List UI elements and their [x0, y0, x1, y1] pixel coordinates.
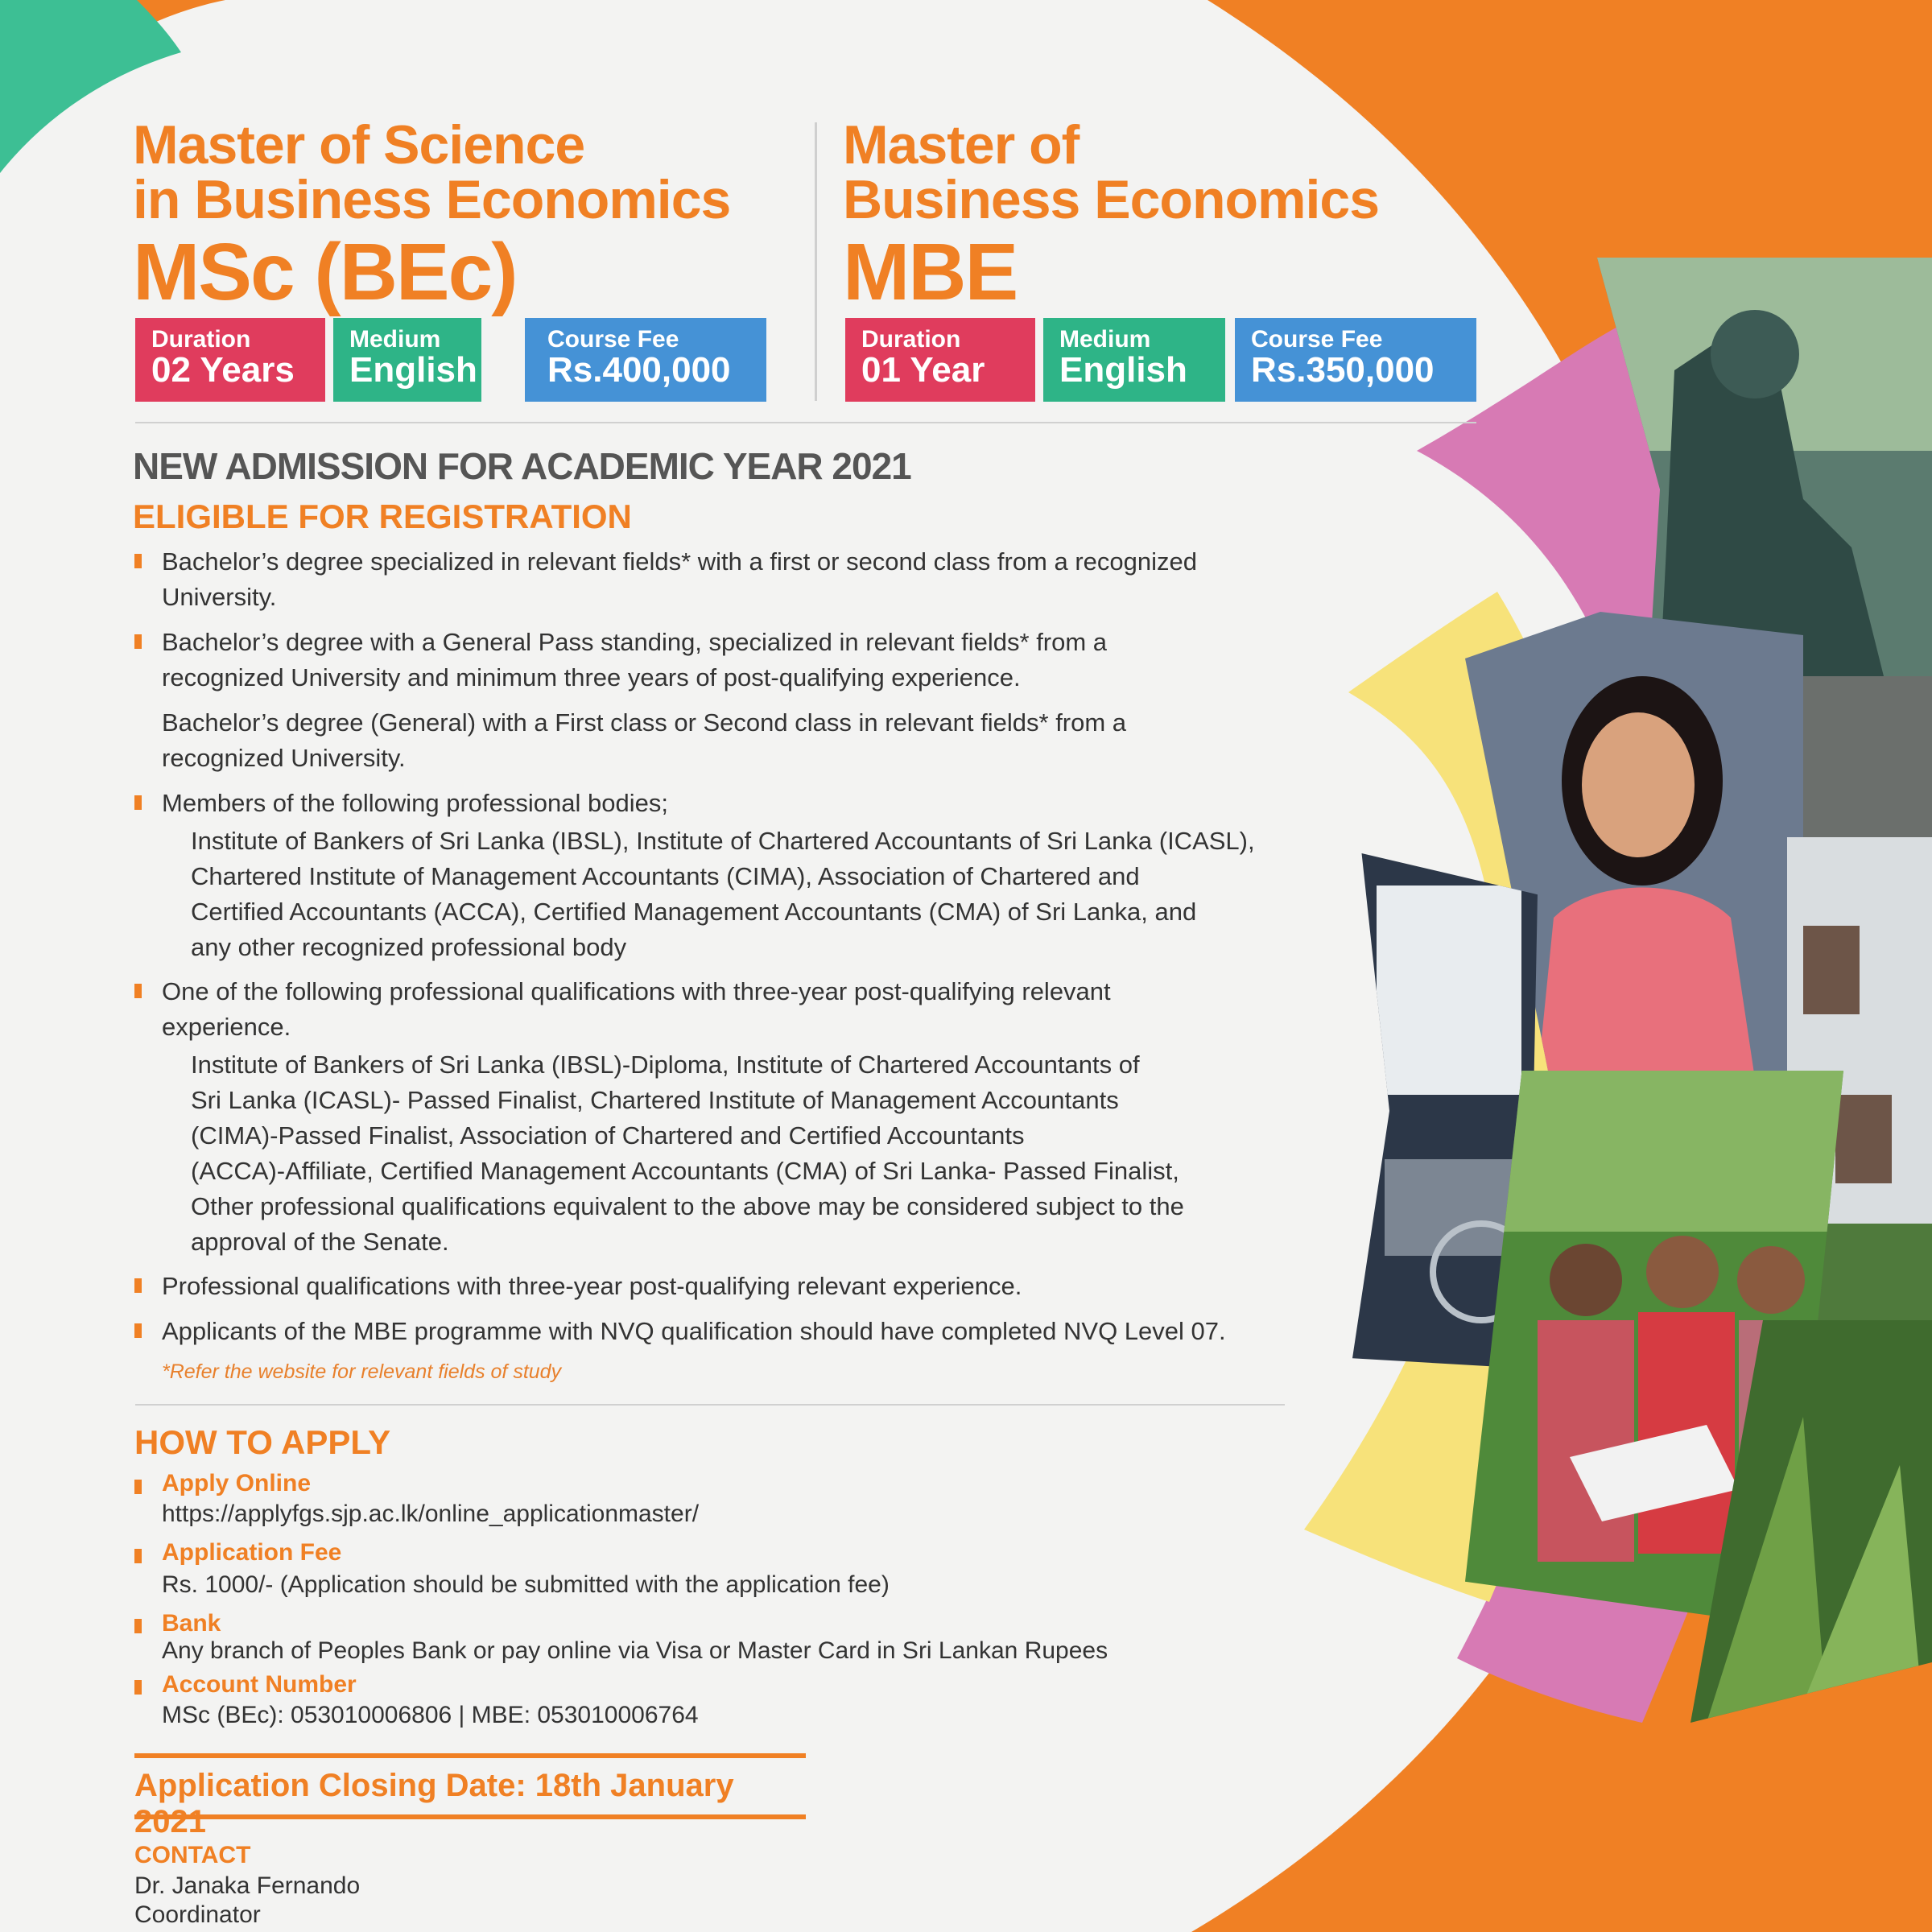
apply-online-link[interactable]: https://applyfgs.sjp.ac.lk/online_applicationmaster/ [162, 1501, 700, 1527]
eligibility-item-cont: recognized University and minimum three years of post-qualifying experience. [162, 663, 1021, 691]
bullet-icon [134, 795, 142, 810]
eligibility-item-cont: experience. [162, 1013, 291, 1041]
qualifications-line: Sri Lanka (ICASL)- Passed Finalist, Chartered Institute of Management Accountants [191, 1086, 1119, 1114]
eligibility-item-cont: University. [162, 583, 277, 611]
medium-value: English [1059, 350, 1187, 390]
bullet-icon [134, 1323, 142, 1338]
bank-value: Any branch of Peoples Bank or pay online via Visa or Master Card in Sri Lankan Rupees [162, 1637, 1108, 1664]
medium-label: Medium [1059, 326, 1151, 353]
program-2-medium-chip [1043, 318, 1225, 402]
middle-divider [135, 1404, 1285, 1406]
professional-bodies-line: any other recognized professional body [191, 933, 627, 961]
eligibility-item: Applicants of the MBE programme with NVQ qualification should have completed NVQ Level 07. [162, 1317, 1226, 1345]
program-1-fee-chip [525, 318, 766, 402]
account-number-value: MSc (BEc): 053010006806 | MBE: 053010006764 [162, 1702, 699, 1728]
fee-value: Rs.400,000 [547, 350, 731, 390]
medium-value: English [349, 350, 477, 390]
qualifications-line: approval of the Senate. [191, 1228, 449, 1256]
eligibility-item: Professional qualifications with three-year post-qualifying relevant experience. [162, 1272, 1022, 1300]
bullet-icon [134, 634, 142, 649]
bullet-icon [134, 1278, 142, 1293]
professional-bodies-line: Chartered Institute of Management Accountants (CIMA), Association of Chartered and [191, 862, 1140, 890]
program-1-duration-chip [135, 318, 325, 402]
qualifications-line: Other professional qualifications equivalent to the above may be considered subject to the [191, 1192, 1184, 1220]
eligibility-item: One of the following professional qualifications with three-year post-qualifying relevant [162, 977, 1111, 1005]
bullet-icon [134, 554, 142, 568]
admission-heading: NEW ADMISSION FOR ACADEMIC YEAR 2021 [133, 445, 911, 487]
medium-label: Medium [349, 326, 441, 353]
application-fee-label: Application Fee [162, 1539, 342, 1566]
qualifications-line: (CIMA)-Passed Finalist, Association of Chartered and Certified Accountants [191, 1121, 1025, 1150]
fee-label: Course Fee [547, 326, 679, 353]
bullet-icon [134, 984, 142, 998]
closing-date-banner: Application Closing Date: 18th January 2021 [134, 1753, 806, 1819]
eligibility-item-cont: recognized University. [162, 744, 406, 772]
qualifications-line: (ACCA)-Affiliate, Certified Management Accountants (CMA) of Sri Lanka- Passed Finalist, [191, 1157, 1179, 1185]
fee-value: Rs.350,000 [1251, 350, 1435, 390]
fields-note: *Refer the website for relevant fields of study [162, 1360, 562, 1383]
program-1-abbr: MSc (BEc) [133, 227, 517, 317]
how-to-apply-heading: HOW TO APPLY [134, 1423, 391, 1461]
bullet-icon [134, 1480, 142, 1494]
duration-value: 01 Year [861, 350, 985, 390]
program-2-header [843, 114, 1380, 317]
fee-label: Course Fee [1251, 326, 1383, 353]
program-2-abbr: MBE [843, 227, 1018, 317]
top-divider [135, 422, 1476, 423]
program-2-duration-chip [845, 318, 1035, 402]
application-fee-value: Rs. 1000/- (Application should be submitted with the application fee) [162, 1571, 890, 1598]
bank-label: Bank [162, 1610, 221, 1637]
program-divider [815, 122, 817, 401]
qualifications-line: Institute of Bankers of Sri Lanka (IBSL)-Diploma, Institute of Chartered Accountants of [191, 1051, 1140, 1079]
eligible-heading: ELIGIBLE FOR REGISTRATION [133, 497, 632, 535]
eligibility-item: Bachelor’s degree specialized in relevant fields* with a first or second class from a recognized [162, 547, 1198, 576]
duration-value: 02 Years [151, 350, 295, 390]
program-1-title-line2: in Business Economics [133, 169, 731, 230]
eligibility-item: Bachelor’s degree with a General Pass standing, specialized in relevant fields* from a [162, 628, 1108, 656]
program-1-header [133, 114, 731, 317]
contact-heading: CONTACT [134, 1842, 251, 1868]
program-2-fee-chip [1235, 318, 1476, 402]
bullet-icon [134, 1619, 142, 1633]
professional-bodies-line: Institute of Bankers of Sri Lanka (IBSL), Institute of Chartered Accountants of Sri Lanka (ICASL), [191, 827, 1255, 855]
eligibility-item: Bachelor’s degree (General) with a First class or Second class in relevant fields* from a [162, 708, 1127, 737]
account-number-label: Account Number [162, 1671, 357, 1698]
bullet-icon [134, 1549, 142, 1563]
apply-online-label: Apply Online [162, 1470, 312, 1496]
bullet-icon [134, 1680, 142, 1695]
duration-label: Duration [861, 326, 961, 353]
program-1-medium-chip [333, 318, 481, 402]
duration-label: Duration [151, 326, 251, 353]
contact-name: Dr. Janaka Fernando [134, 1872, 361, 1899]
program-2-title-line1: Master of [843, 114, 1080, 175]
program-1-title-line1: Master of Science [133, 114, 585, 175]
program-2-title-line2: Business Economics [843, 169, 1380, 230]
professional-bodies-line: Certified Accountants (ACCA), Certified Management Accountants (CMA) of Sri Lanka, and [191, 898, 1197, 926]
contact-role: Coordinator [134, 1901, 261, 1928]
eligibility-item: Members of the following professional bodies; [162, 789, 668, 817]
